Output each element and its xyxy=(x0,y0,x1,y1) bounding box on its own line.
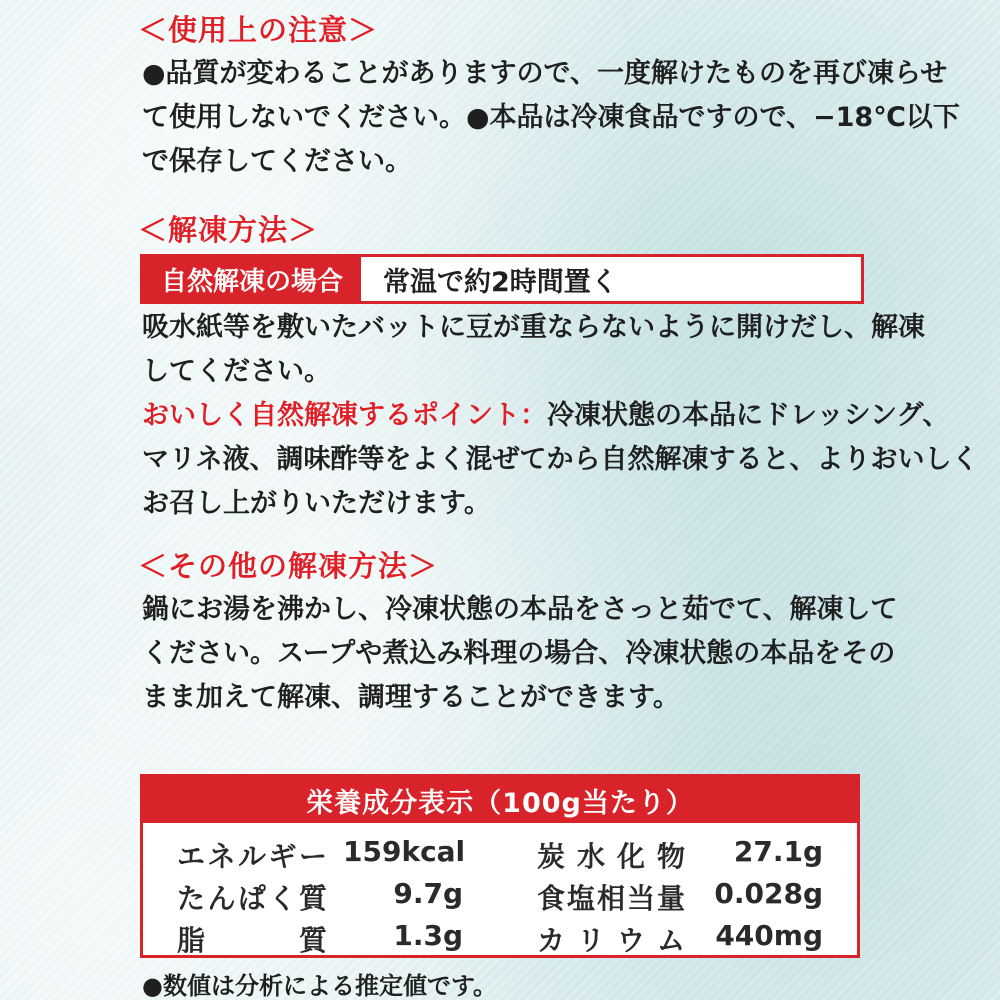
nutrient-name: 脂 質 xyxy=(177,924,327,957)
thaw-text xyxy=(142,306,979,526)
thaw-point-text: 冷凍状態の本品にドレッシング、 xyxy=(547,400,950,431)
nutrition-title: 栄養成分表示（100g当たり） xyxy=(143,777,857,823)
nutrient-value: 27.1g xyxy=(733,835,823,868)
caution-line: て使用しないでください。●本品は冷凍食品ですので、−18℃以下 xyxy=(142,102,960,133)
nutrient-value: 0.028g xyxy=(714,877,823,910)
thaw-point-label: おいしく自然解凍するポイント： xyxy=(142,400,547,431)
footnote: ●数値は分析による推定値です。 xyxy=(142,972,498,1000)
nutrient-value: 159kcal xyxy=(343,835,466,868)
other-thaw-line: 鍋にお湯を沸かし、冷凍状態の本品をさっと茹でて、解凍して xyxy=(142,594,898,625)
nutrient-name: 食 塩 相 当 量 xyxy=(537,882,685,915)
other-thaw-line: まま加えて解凍、調理することができます。 xyxy=(142,682,680,713)
nutrient-name: 炭 水 化 物 xyxy=(537,840,685,873)
natural-thaw-box xyxy=(140,254,864,304)
other-thaw-text xyxy=(142,588,898,720)
caution-text xyxy=(142,52,960,184)
natural-thaw-label: 自然解凍の場合 xyxy=(143,257,361,301)
nutrient-value: 440mg xyxy=(715,919,823,952)
thaw-line: してください。 xyxy=(142,356,331,387)
thaw-heading: ＜解凍方法＞ xyxy=(138,213,319,247)
nutrient-name: エ ネ ル ギ ー xyxy=(177,840,327,873)
thaw-point-line xyxy=(142,394,950,438)
nutrient-value: 9.7g xyxy=(393,877,463,910)
nutrition-row xyxy=(143,835,857,875)
nutrition-row xyxy=(143,877,857,917)
thaw-point-line: お召し上がりいただけます。 xyxy=(142,488,491,519)
nutrient-value: 1.3g xyxy=(393,919,463,952)
nutrition-row xyxy=(143,919,857,959)
thaw-point-line: マリネ液、調味酢等をよく混ぜてから自然解凍すると、よりおいしく xyxy=(142,444,979,475)
natural-thaw-value: 常温で約2時間置く xyxy=(383,266,618,298)
other-thaw-heading: ＜その他の解凍方法＞ xyxy=(138,549,439,583)
nutrient-name: た ん ぱ く 質 xyxy=(177,882,327,915)
caution-line: で保存してください。 xyxy=(142,146,412,177)
thaw-line: 吸水紙等を敷いたバットに豆が重ならないように開けだし、解凍 xyxy=(142,312,925,343)
caution-line: ●品質が変わることがありますので、一度解けたものを再び凍らせ xyxy=(142,58,948,89)
nutrition-table xyxy=(140,774,860,958)
other-thaw-line: ください。スープや煮込み料理の場合、冷凍状態の本品をその xyxy=(142,638,896,669)
nutrient-name: カ リ ウ ム xyxy=(537,924,685,957)
caution-heading: ＜使用上の注意＞ xyxy=(138,13,379,47)
